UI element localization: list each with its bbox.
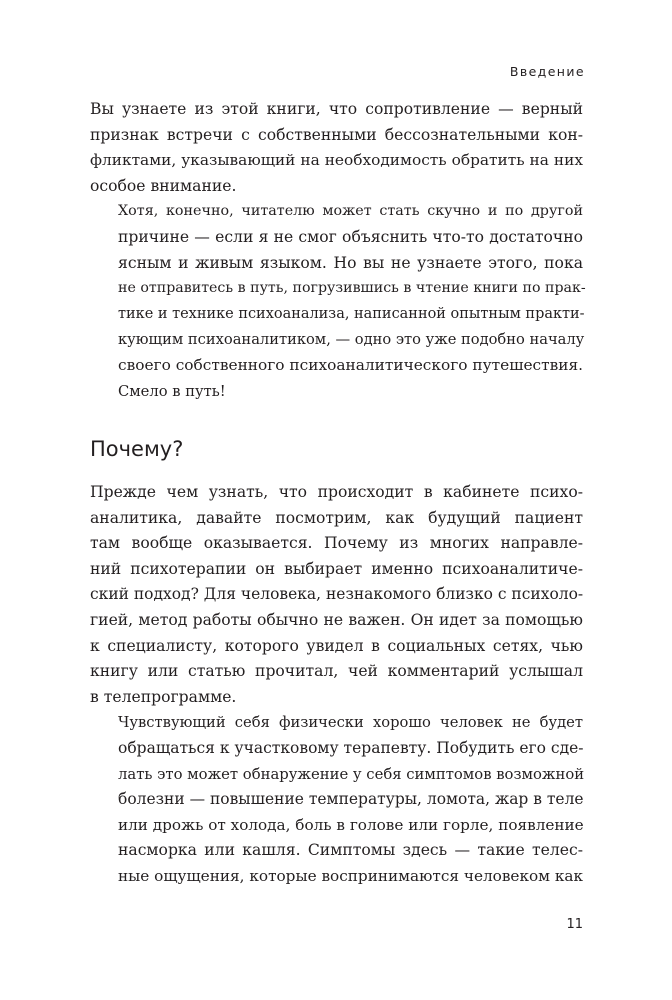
text-line: к специалисту, которого увидел в социальных сетях, чью <box>90 636 583 655</box>
text-line: Вы узнаете из этой книги, что сопротивление — верный <box>90 100 583 118</box>
text-line: своего собственного психоаналитического путешествия. <box>118 355 584 374</box>
text-line: причине — если я не смог объяснить что-то достаточно <box>118 227 583 246</box>
text-line: книгу или статью прочитал, чей комментарий услышал <box>90 662 583 681</box>
page-number: 11 <box>566 917 583 932</box>
text-line: или дрожь от холода, боль в голове или горле, появление <box>118 815 584 834</box>
text-line: там вообще оказывается. Почему из многих направле- <box>90 534 583 553</box>
text-line: Смело в путь! <box>118 382 226 400</box>
text-line: обращаться к участковому терапевту. Побудить его сде- <box>118 738 584 757</box>
text-line: ясным и живым языком. Но вы не узнаете этого, пока <box>118 253 583 272</box>
text-line: болезни — повышение температуры, ломота, жар в теле <box>118 790 584 809</box>
text-line: ные ощущения, которые воспринимаются человеком как <box>118 866 584 885</box>
section-intro-text <box>90 97 586 404</box>
text-line: насморка или кашля. Симптомы здесь — такие телес- <box>118 841 583 860</box>
text-line: Прежде чем узнать, что происходит в кабинете психо- <box>90 483 583 501</box>
section-heading: Почему? <box>90 437 184 461</box>
text-line: кующим психоаналитиком, — одно это уже подобно началу <box>118 331 585 349</box>
text-line: в телепрограмме. <box>90 687 237 706</box>
text-line: гией, метод работы обычно не важен. Он идет за помощью <box>90 610 583 629</box>
text-line: особое внимание. <box>90 176 237 195</box>
paragraph <box>90 710 583 889</box>
paragraph <box>90 199 586 378</box>
paragraph <box>90 97 583 199</box>
text-line: не отправитесь в путь, погрузившись в чтение книги по прак- <box>118 280 586 297</box>
paragraph <box>90 379 583 405</box>
text-line: аналитика, давайте посмотрим, как будущий пациент <box>90 508 583 527</box>
text-line: признак встречи с собственными бессознательными кон- <box>90 125 583 144</box>
text-line: Хотя, конечно, читателю может стать скучно и по другой <box>118 203 583 220</box>
paragraph <box>90 480 583 710</box>
text-line: лать это может обнаружение у себя симптомов возможной <box>118 765 585 783</box>
text-line: Чувствующий себя физически хорошо человек не будет <box>118 714 583 732</box>
text-line: тике и технике психоанализа, написанной опытным практи- <box>118 305 585 322</box>
text-line: ний психотерапии он выбирает именно психоаналитиче- <box>90 559 583 578</box>
running-head: Введение <box>509 64 585 79</box>
text-line: фликтами, указывающий на необходимость обратить на них <box>90 151 583 170</box>
section-why-text <box>90 480 583 890</box>
text-line: ский подход? Для человека, незнакомого близко с психоло- <box>90 585 584 604</box>
